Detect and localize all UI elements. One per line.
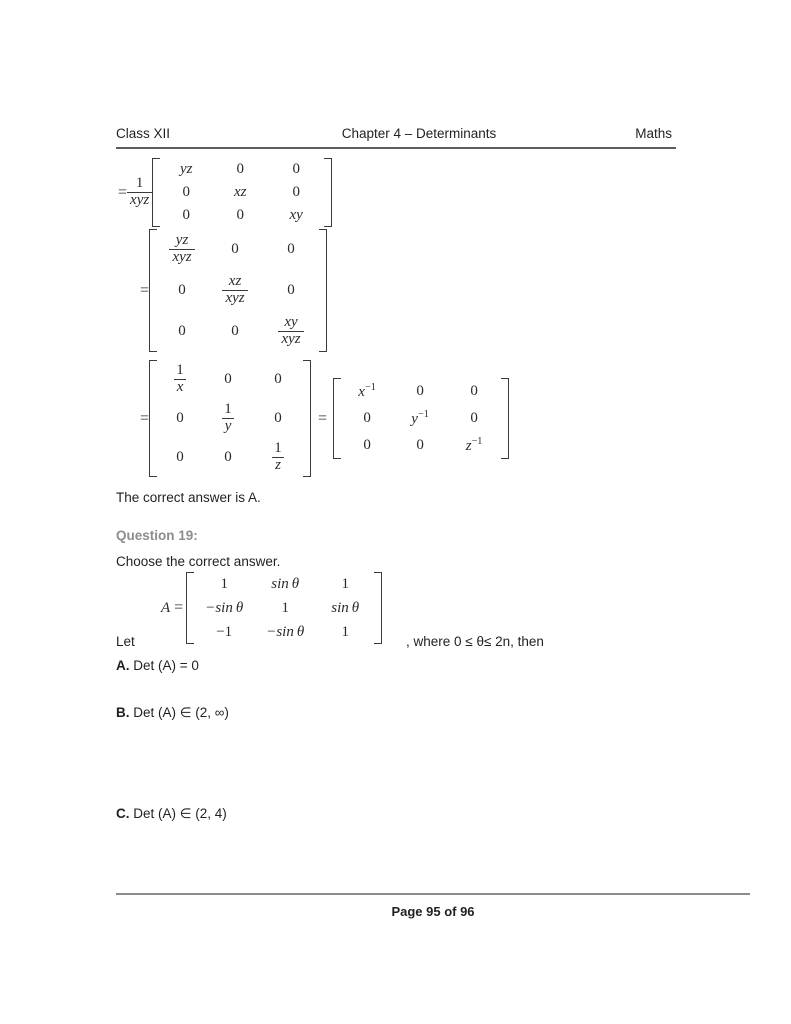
fraction-denominator: xyz [222,290,247,307]
bracket-left [333,378,341,459]
matrix-cell: 0 [224,371,232,387]
matrix-cell [169,233,194,266]
bracket-left [149,229,157,352]
power-base: y [411,411,418,427]
option-b-text: Det (A) ∈ (2, ∞) [133,705,229,720]
fraction-numerator: 1 [224,401,232,418]
option-a-text: Det (A) = 0 [133,658,199,673]
equals-sign: = [140,409,150,427]
matrix-cell: 0 [178,323,186,339]
option-c-text: Det (A) ∈ (2, 4) [133,806,227,821]
option-c-key: C. [116,806,130,821]
matrix-cell: 0 [274,371,282,387]
matrix-grid [157,360,303,477]
page-header [116,126,676,141]
matrix-cell: 0 [363,410,371,426]
matrix-cell: 0 [287,282,295,298]
fraction-denominator: xyz [127,192,152,209]
header-subject-label: Maths [635,126,672,141]
header-chapter-title: Chapter 4 – Determinants [341,126,497,141]
header-class-label: Class XII [116,126,171,141]
matrix-fraction-form [149,229,327,352]
expression-step-3 [140,360,509,477]
fraction-denominator: xyz [278,331,303,348]
matrix-cell: −sin θ [266,623,305,640]
bracket-right [324,158,332,227]
matrix-condition-text: , where 0 ≤ θ≤ 2n, then [406,634,544,649]
matrix-cell: 0 [470,383,478,399]
matrix-cell: −1 [216,623,233,640]
matrix-cell: 1 [341,575,349,592]
fraction-numerator: xz [228,273,242,290]
matrix-cell: 0 [224,449,232,465]
matrix-cell: 0 [178,282,186,298]
bracket-left [149,360,157,477]
matrix-cell: −sin θ [205,599,244,616]
equals-sign: = [174,599,184,616]
matrix-exponent-form [333,378,509,459]
bracket-left [186,572,194,644]
matrix-cell: 1 [220,575,228,592]
fraction-denominator: x [174,379,187,396]
matrix-cell: 0 [182,207,190,223]
matrix-cell: sin θ [331,599,360,616]
option-a [116,658,199,673]
matrix-cell: 0 [182,184,190,200]
equals-sign: = [140,281,150,299]
fraction-numerator: 1 [274,440,282,457]
matrix-cell: 1 [281,599,289,616]
matrix-cell: sin θ [271,575,300,592]
expression-step-2 [140,229,327,352]
matrix-cell [222,274,247,307]
equals-sign: = [118,183,128,201]
fraction-denominator: xyz [169,249,194,266]
matrix-cell [221,402,235,435]
option-c [116,806,227,822]
option-b-key: B. [116,705,130,720]
bracket-right [303,360,311,477]
page-number-label: Page 95 of 96 [391,904,475,919]
matrix-cell [271,441,285,474]
equals-sign-middle: = [318,409,328,427]
fraction-numerator: 1 [135,175,144,192]
matrix-reciprocal-form [149,360,311,477]
power-exponent: −1 [471,436,483,447]
fraction-denominator: y [222,418,235,435]
power-base: z [465,438,472,454]
matrix-name-label: A [161,599,171,616]
fraction-denominator: z [272,457,284,474]
matrix-diagonal-products [152,158,332,227]
matrix-cell: xz [233,184,247,200]
matrix-cell [173,363,187,396]
power-base: x [358,384,365,400]
matrix-cell: 1 [341,623,349,640]
fraction-numerator: 1 [176,362,184,379]
matrix-cell [278,315,303,348]
expression-step-1 [118,158,332,227]
matrix-grid [341,378,501,459]
footer-divider [116,893,750,895]
matrix-a [186,572,382,644]
matrix-cell [358,382,376,401]
matrix-cell: 0 [231,241,239,257]
fraction-numerator: xy [284,314,298,331]
power-exponent: −1 [364,382,376,393]
matrix-cell [411,409,429,428]
matrix-a-expression [161,572,382,644]
matrix-cell: 0 [236,161,244,177]
matrix-cell: yz [179,161,193,177]
matrix-cell: 0 [176,410,184,426]
header-divider [116,147,676,149]
matrix-cell: 0 [470,410,478,426]
option-a-key: A. [116,658,130,673]
coefficient-fraction [127,176,152,209]
bracket-right [374,572,382,644]
bracket-right [319,229,327,352]
matrix-cell: xy [289,207,303,223]
matrix-cell: 0 [176,449,184,465]
matrix-cell: 0 [416,437,424,453]
question-number-heading: Question 19: [116,528,198,543]
matrix-grid [157,229,319,352]
bracket-right [501,378,509,459]
option-b [116,705,229,721]
matrix-cell: 0 [292,161,300,177]
matrix-grid [160,158,324,227]
matrix-cell: 0 [292,184,300,200]
question-instruction: Choose the correct answer. [116,554,281,569]
let-label: Let [116,634,135,649]
matrix-cell: 0 [231,323,239,339]
matrix-cell: 0 [236,207,244,223]
matrix-cell: 0 [274,410,282,426]
matrix-cell: 0 [287,241,295,257]
matrix-cell [466,436,483,455]
bracket-left [152,158,160,227]
matrix-cell: 0 [416,383,424,399]
power-exponent: −1 [417,409,429,420]
matrix-grid [194,572,374,644]
conclusion-text: The correct answer is A. [116,490,261,505]
matrix-cell: 0 [363,437,371,453]
fraction-numerator: yz [175,232,189,249]
